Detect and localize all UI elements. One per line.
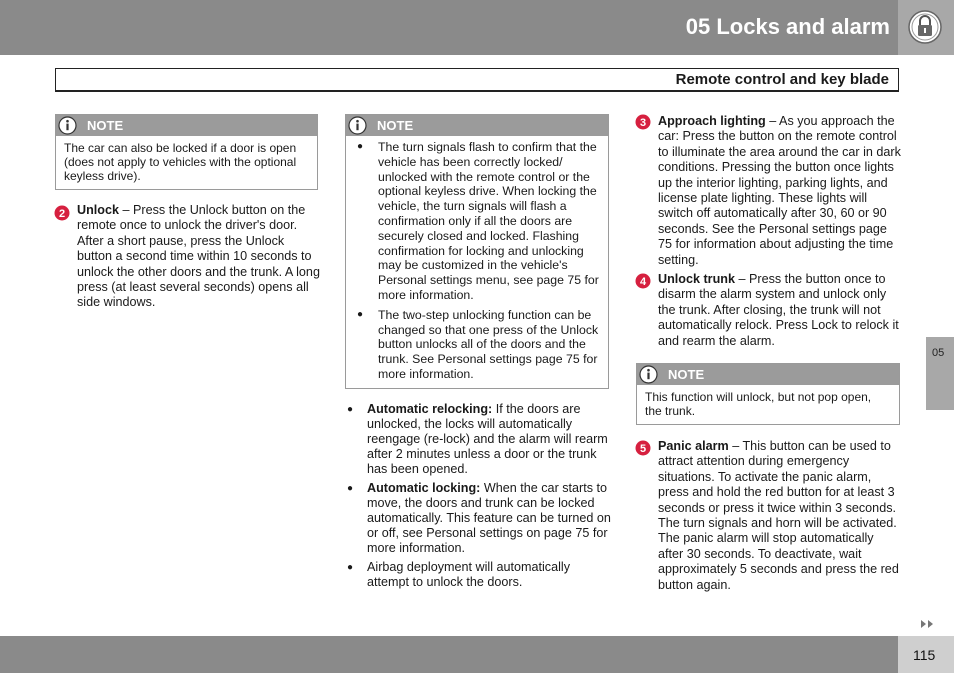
bullet-dot: ● xyxy=(347,483,354,494)
note-text: This function will unlock, but not pop open, the trunk. xyxy=(645,390,872,418)
page-number: 115 xyxy=(913,647,936,663)
section-header xyxy=(55,68,899,92)
bullet-title: Automatic relocking: xyxy=(367,402,493,416)
note-bullet xyxy=(355,140,600,303)
svg-text:4: 4 xyxy=(639,276,647,288)
note-label: NOTE xyxy=(668,367,705,382)
item-unlock-title: Unlock xyxy=(77,203,119,217)
note-box-right xyxy=(636,363,900,425)
note-header xyxy=(637,364,899,385)
note-bullet-text: The turn signals flash to confirm that the vehicle has been correctly locked/ unlocked with the remote control or the optional keyless drive. When locking the vehicle, the turn signals will flash a confirmation only if all the doors are securely closed and locked. Flashing confirmation for locking and unlocking may be customized in the vehicle's Personal settings menu, see page 75 for more information. xyxy=(378,140,599,302)
bullet-text: Airbag deployment will automatically attempt to unlock the doors. xyxy=(367,560,570,589)
item-title: Unlock trunk xyxy=(658,272,735,286)
bullet-title: Automatic locking: xyxy=(367,481,481,495)
note-box-middle xyxy=(345,114,609,389)
note-box-left xyxy=(55,114,318,190)
number-4-icon xyxy=(635,273,651,289)
section-title: Remote control and key blade xyxy=(675,71,889,88)
svg-text:3: 3 xyxy=(639,117,647,129)
item-unlock-trunk xyxy=(658,272,902,349)
item-unlock-text: – Press the Unlock button on the remote once to unlock the driver's door. After a short pause, press the Unlock button a second time within 10 seconds to unlock the other doors and the trunk. A long press (at least several seconds) opens all side windows. xyxy=(77,203,320,310)
note-header xyxy=(56,115,317,136)
info-icon xyxy=(58,116,77,135)
bullet-dot: ● xyxy=(357,308,364,320)
item-text: – As you approach the car: Press the button on the remote control to illuminate the area around the car in dark conditions. Pressing the button once lights up the interior lighting, parking lights, and license plate lighting. These lights will switch off automatically after 30, 60 or 90 seconds. See the Personal settings page 75 for information about adjusting the time setting. xyxy=(658,114,901,267)
header-icon-box xyxy=(898,0,954,55)
number-2-icon xyxy=(54,205,70,221)
chapter-tab-label: 05 xyxy=(932,347,945,359)
bullet-dot: ● xyxy=(357,141,364,152)
bullet-text: When the car starts to move, the doors and trunk can be locked automatically. This feature can be turned on or off, see Personal settings on page 75 for more information. xyxy=(367,481,611,555)
item-title: Panic alarm xyxy=(658,439,729,453)
double-arrow-right-icon xyxy=(921,619,935,629)
bullet-text: If the doors are unlocked, the locks will automatically reengage (re-lock) and the alarm will rearm after 2 minutes unless a door or the trunk has been opened. xyxy=(367,402,608,476)
note-label: NOTE xyxy=(377,118,414,133)
note-label: NOTE xyxy=(87,118,124,133)
footer-bar xyxy=(0,636,898,673)
bullet-dot: ● xyxy=(347,404,354,415)
item-unlock xyxy=(77,203,320,311)
chapter-title: 05 Locks and alarm xyxy=(685,14,890,39)
bullet-automatic-locking xyxy=(347,481,611,556)
item-approach-lighting xyxy=(658,114,902,268)
chapter-side-tab xyxy=(926,337,954,410)
svg-text:5: 5 xyxy=(639,443,647,455)
note-bullet xyxy=(355,308,600,382)
note-body xyxy=(346,136,608,386)
info-icon xyxy=(639,365,658,384)
note-bullet-text: The two-step unlocking function can be changed so that one press of the Unlock button unlocks all of the doors and the trunk. See Personal settings page 75 for more information. xyxy=(378,307,599,381)
item-title: Approach lighting xyxy=(658,114,766,128)
number-3-icon xyxy=(635,114,651,130)
bullet-airbag xyxy=(347,560,611,590)
bullet-dot: ● xyxy=(347,562,354,573)
header-bar xyxy=(0,0,898,55)
bullet-automatic-relocking xyxy=(347,402,611,477)
note-text: The car can also be locked if a door is open (does not apply to vehicles with the optional keyless drive). xyxy=(64,141,297,183)
lock-icon xyxy=(908,10,942,44)
page-number-box xyxy=(898,636,954,673)
item-text: – Press the button once to disarm the alarm system and unlock only the trunk. After closing, the trunk will not automatically relock. Press Lock to relock it and rearm the alarm. xyxy=(658,272,899,348)
info-icon xyxy=(348,116,367,135)
item-panic-alarm xyxy=(658,439,902,593)
number-5-icon xyxy=(635,440,651,456)
svg-text:2: 2 xyxy=(58,208,66,220)
item-text: – This button can be used to attract attention during emergency situations. To activate the panic alarm, press and hold the red button for at least 3 seconds or press it twice within 3 seconds. The turn signals and horn will be activated. The panic alarm will stop automatically after 30 seconds. To deactivate, wait approximately 5 seconds and press the red button again. xyxy=(658,439,899,592)
note-header xyxy=(346,115,608,136)
